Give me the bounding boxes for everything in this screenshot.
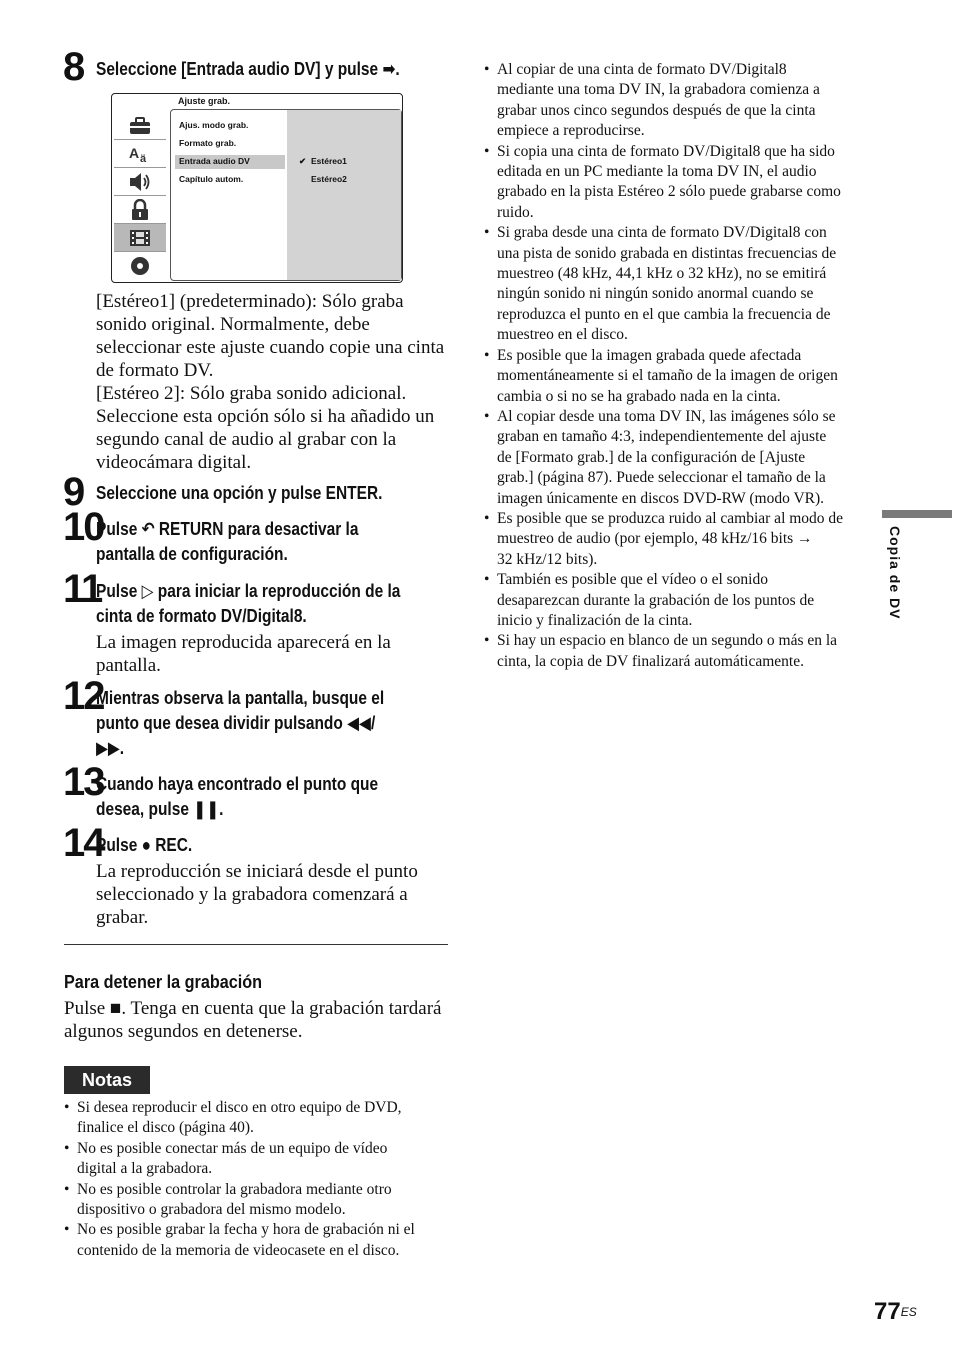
step-10-title-line1: Pulse ↶ RETURN para desactivar la [96,519,359,539]
body-line: La reproducción se iniciará desde el punto [96,861,418,882]
step-13-title-line1: Cuando haya encontrado el punto que [96,774,379,794]
list-item: • Es posible que se produzca ruido al cambiar al modo de muestreo de audio (por ejemplo, 48 kHz/16 bits → 32 kHz/12 bits). [484,509,879,570]
step-11-title-line1: Pulse ▷ para iniciar la reproducción de la [96,581,401,601]
page-suffix: ES [900,1305,917,1319]
stop-body [64,997,459,1043]
body-line: seleccionado y la grabadora comenzará a [96,884,408,905]
menu-item: Formato grab. [179,138,237,148]
step-8-body [96,290,456,474]
menu-options-pane [170,109,402,281]
menu-icon-column [112,109,166,282]
step-10-number: 10 [63,505,104,549]
body-line: Pulse ■. Tenga en cuenta que la grabación tardará [64,998,442,1019]
body-line: [Estéreo1] (predeterminado): Sólo graba [96,291,404,312]
settings-menu-screenshot [111,93,403,283]
stop-heading: Para detener la grabación [64,972,263,992]
body-line: videocámara digital. [96,452,252,473]
body-line: algunos segundos en detenerse. [64,1021,303,1042]
body-line: de formato DV. [96,360,214,381]
step-13-number: 13 [63,760,104,804]
step-8-number: 8 [63,45,84,89]
menu-option: Estéreo1 [311,156,347,166]
body-line: La imagen reproducida aparecerá en la [96,632,391,653]
step-10-title-line2: pantalla de configuración. [96,544,288,564]
menu-title: Ajuste grab. [178,96,231,106]
list-item: • No es posible grabar la fecha y hora de grabación ni el contenido de la memoria de videocasete en el disco. [64,1220,456,1261]
check-icon: ✔ [299,156,307,166]
film-icon [114,224,166,252]
step-12-title-line1: Mientras observa la pantalla, busque el [96,688,385,708]
menu-item-selected: Entrada audio DV [179,156,250,166]
side-tab-bar [882,510,952,518]
speaker-icon [114,168,166,196]
menu-item: Ajus. modo grab. [179,120,249,130]
list-item: • Es posible que la imagen grabada quede afectada momentáneamente si el tamaño de la imagen de origen cambia o si no se ha grabado nada en la cinta. [484,346,879,407]
menu-item: Capítulo autom. [179,174,244,184]
step-12-title-line3: ▶▶. [96,738,125,758]
step-14-body [96,860,418,929]
body-line: Seleccione esta opción sólo si ha añadido un [96,406,435,427]
body-line: pantalla. [96,655,161,676]
side-tab-label: Copia de DV [887,526,903,620]
list-item: • Si desea reproducir el disco en otro equipo de DVD, finalice el disco (página 40). [64,1098,456,1139]
list-item: • Al copiar desde una toma DV IN, las imágenes sólo se graban en tamaño 4:3, independientemente del ajuste de [Formato grab.] de la configuración de [Ajuste grab.] (página 87). Puede seleccionar el tamaño de la imagen únicamente en discos DVD-RW (modo VR). [484,407,879,509]
svg-text:ä: ä [140,152,147,164]
step-14-number: 14 [63,821,104,865]
menu-submenu-pane [287,110,401,280]
list-item: • No es posible conectar más de un equipo de vídeo digital a la grabadora. [64,1139,456,1180]
list-item: • Si graba desde una cinta de formato DV/Digital8 con una pista de sonido grabada en distintas frecuencias de muestreo (48 kHz, 44,1 kHz o 32 kHz), no se emitirá ningún sonido ni ningún sonido anormal cuando se reproduzca el punto en el que cambia la frecuencia de muestreo en el disco. [484,223,879,345]
menu-option: Estéreo2 [311,174,347,184]
toolbox-icon [114,112,166,140]
list-item: • Si copia una cinta de formato DV/Digital8 que ha sido editada en un PC mediante la toma DV IN, el audio grabado en la pista Estéreo 2 sólo puede grabarse como ruido. [484,142,879,224]
step-11-body [96,631,391,677]
body-line: sonido original. Normalmente, debe [96,314,370,335]
step-12-number: 12 [63,674,104,718]
section-divider [64,944,448,945]
step-9-title: Seleccione una opción y pulse ENTER. [96,483,383,503]
step-13-title-line2: desea, pulse ❚❚. [96,799,224,819]
lock-icon [114,196,166,224]
step-8-title: Seleccione [Entrada audio DV] y pulse ➡. [96,59,400,79]
right-notes-list [484,60,879,672]
body-line: [Estéreo 2]: Sólo graba sonido adicional. [96,383,407,404]
notes-label: Notas [64,1066,150,1094]
step-11-number: 11 [63,567,102,611]
list-item: • También es posible que el vídeo o el sonido desaparezcan durante la grabación de los puntos de inicio y finalización de la cinta. [484,570,879,631]
list-item: • No es posible controlar la grabadora mediante otro dispositivo o grabadora del mismo modelo. [64,1180,456,1221]
step-9-number: 9 [63,470,84,514]
body-line: segundo canal de audio al grabar con la [96,429,397,450]
page-number-value: 77 [874,1298,901,1325]
list-item: • Si hay un espacio en blanco de un segundo o más en la cinta, la copia de DV finalizará automáticamente. [484,631,879,672]
body-line: seleccionar este ajuste cuando copie una cinta [96,337,445,358]
step-14-title: Pulse ● REC. [96,835,193,855]
body-line: grabar. [96,907,149,928]
step-12-title-line2: punto que desea dividir pulsando ◀◀/ [96,713,376,733]
step-11-title-line2: cinta de formato DV/Digital8. [96,606,307,626]
disc-icon [114,252,166,279]
notes-list [64,1098,456,1261]
page-number [874,1298,917,1326]
list-item: • Al copiar de una cinta de formato DV/Digital8 mediante una toma DV IN, la grabadora comienza a grabar unos cinco segundos después de que la cinta empiece a reproducirse. [484,60,879,142]
svg-text:A: A [129,144,140,161]
language-icon [114,140,166,168]
